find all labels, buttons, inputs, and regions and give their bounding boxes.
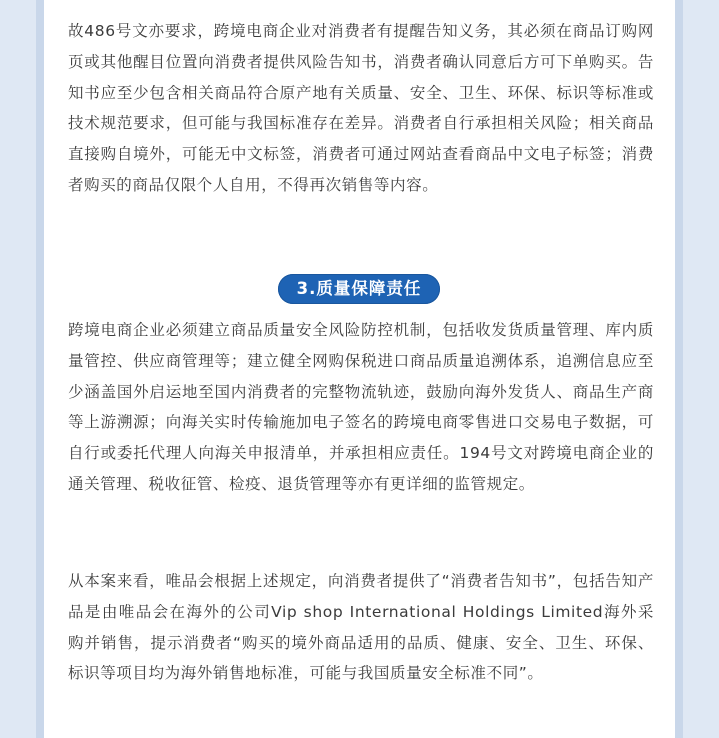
paragraph-case-analysis: 从本案来看，唯品会根据上述规定，向消费者提供了“消费者告知书”，包括告知产品是由唯品会在海外的公司Vip shop International Holdings Limited海外采购并销售，提示消费者“购买的境外商品适用的品质、健康、安全、卫生、环保、标识等项目均为海外销售地标准，可能与我国质量安全标准不同”。 <box>68 572 654 683</box>
left-border-decoration <box>36 0 44 738</box>
section-title-badge: 3.质量保障责任 <box>278 274 440 304</box>
right-border-decoration <box>675 0 683 738</box>
paragraph-quality-control: 跨境电商企业必须建立商品质量安全风险防控机制，包括收发货质量管理、库内质量管控、供应商管理等；建立健全网购保税进口商品质量追溯体系，追溯信息应至少涵盖国外启运地至国内消费者的完整物流轨迹，鼓励向海外发货人、商品生产商等上游溯源；向海关实时传输施加电子签名的跨境电商零售进口交易电子数据，可自行或委托代理人向海关申报清单，并承担相应责任。194号文对跨境电商企业的通关管理、税收征管、检疫、退货管理等亦有更详细的监管规定。 <box>68 321 654 493</box>
paragraph-risk-notice: 故486号文亦要求，跨境电商企业对消费者有提醒告知义务，其必须在商品订购网页或其他醒目位置向消费者提供风险告知书，消费者确认同意后方可下单购买。告知书应至少包含相关商品符合原产地有关质量、安全、卫生、环保、标识等标准或技术规范要求，但可能与我国标准存在差异。消费者自行承担相关风险；相关商品直接购自境外，可能无中文标签，消费者可通过网站查看商品中文电子标签；消费者购买的商品仅限个人自用，不得再次销售等内容。 <box>68 22 654 194</box>
article-content <box>44 0 675 738</box>
